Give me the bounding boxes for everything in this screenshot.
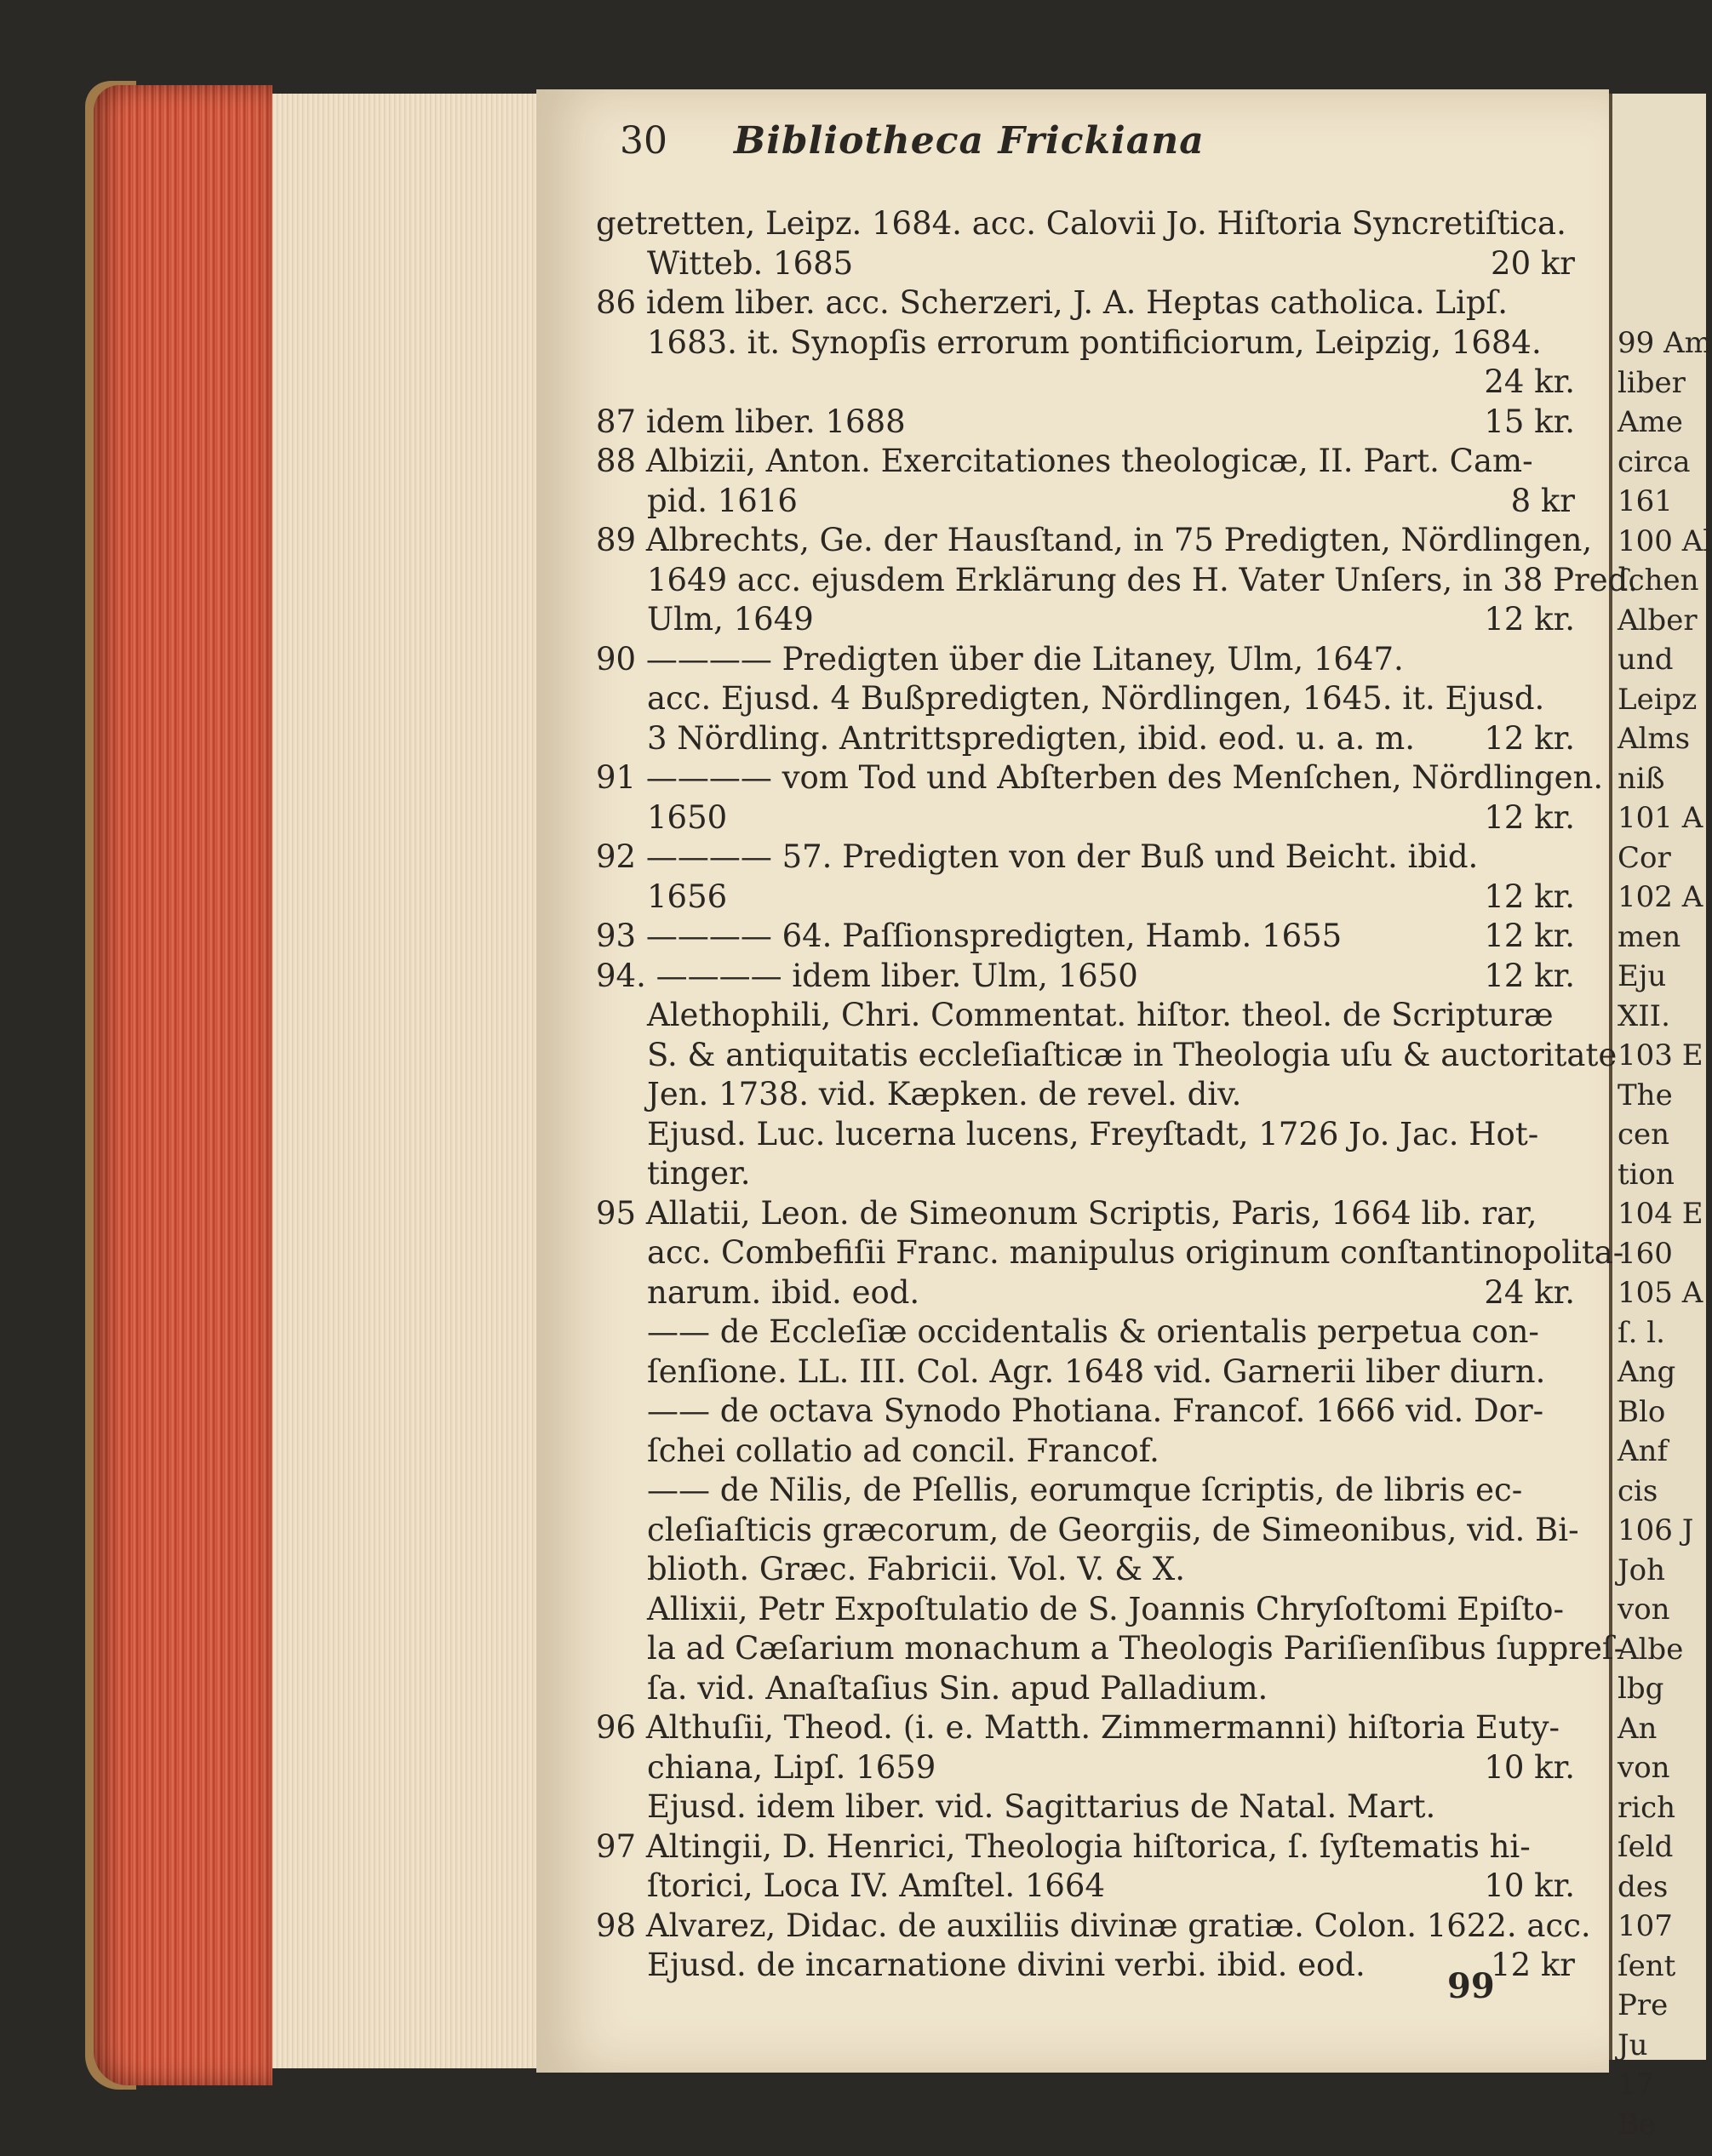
text-line	[596, 996, 1575, 1036]
text-line	[596, 1708, 1575, 1748]
price: 12 kr.	[1484, 798, 1575, 836]
text-line	[596, 679, 1575, 719]
text-line	[596, 363, 1575, 403]
next-page-line: An	[1618, 1711, 1658, 1746]
right-page-fragment	[1609, 94, 1712, 2142]
text-line	[596, 1392, 1575, 1432]
line-text: ſchei collatio ad concil. Francof.	[647, 1432, 1159, 1469]
line-text: 93 ———— 64. Paſſionspredigten, Hamb. 1655	[596, 918, 1343, 954]
line-text: 97 Altingii, D. Henrici, Theologia hiſtorica, ſ. ſyſtematis hi-	[596, 1827, 1531, 1865]
text-line	[596, 640, 1575, 680]
page-body	[596, 204, 1639, 1986]
next-page-line: 101 A	[1618, 801, 1703, 835]
line-text: Jen. 1738. vid. Kæpken. de revel. div.	[647, 1076, 1242, 1112]
line-text: ſtorici, Loca IV. Amſtel. 1664	[647, 1867, 1105, 1904]
next-page-line: ſchen	[1618, 563, 1699, 598]
text-line	[596, 1036, 1618, 1076]
next-page-line: Alms	[1618, 722, 1691, 756]
text-line	[596, 204, 1575, 244]
text-line	[596, 1867, 1575, 1907]
next-page-line: des	[1618, 1869, 1669, 1904]
line-text: 1649 acc. ejusdem Erklärung des H. Vater Unſers, in 38 Pred.	[647, 561, 1639, 598]
next-page-line: 107	[1618, 1909, 1673, 1943]
line-text: 3 Nördling. Antrittspredigten, ibid. eod. u. a. m.	[647, 719, 1416, 757]
text-line	[596, 758, 1604, 798]
next-page-line: ſ. l.	[1618, 1315, 1665, 1350]
line-text: acc. Ejusd. 4 Bußpredigten, Nördlingen, 1645. it. Ejusd.	[647, 680, 1545, 717]
next-page-line: 161	[1618, 484, 1673, 518]
next-page-line: Leipz	[1618, 682, 1698, 717]
next-page-line: liber	[1618, 365, 1686, 400]
line-text: Witteb. 1685	[647, 244, 854, 282]
next-page-line: cen	[1618, 1118, 1670, 1152]
next-page-line: Be	[1618, 2107, 1657, 2142]
next-page-line: 99 Am	[1618, 326, 1712, 360]
line-text: 98 Alvarez, Didac. de auxiliis divinæ gratiæ. Colon. 1622. acc.	[596, 1907, 1591, 1944]
text-line	[596, 798, 1575, 838]
page-stack	[272, 94, 545, 2068]
next-page-line: Anf	[1618, 1434, 1669, 1468]
line-text: 1650	[647, 798, 728, 836]
text-line	[596, 403, 1575, 443]
text-line	[596, 600, 1575, 640]
next-page-line: und	[1618, 643, 1674, 677]
text-line	[596, 1827, 1575, 1867]
line-text: 95 Allatii, Leon. de Simeonum Scriptis, Paris, 1664 lib. rar,	[596, 1194, 1537, 1232]
next-page-line: men	[1618, 919, 1681, 954]
line-text: 88 Albizii, Anton. Exercitationes theologicæ, II. Part. Cam-	[596, 443, 1533, 479]
red-page-edges	[94, 85, 272, 2085]
next-page-line: 104 E	[1618, 1197, 1703, 1231]
line-text: S. & antiquitatis eccleſiaſticæ in Theologia uſu & auctoritate	[647, 1036, 1618, 1073]
text-line	[596, 283, 1575, 323]
line-text: 94. ———— idem liber. Ulm, 1650	[596, 957, 1138, 994]
price: 12 kr.	[1484, 918, 1575, 954]
line-text: 92 ———— 57. Predigten von der Buß und Beicht. ibid.	[596, 838, 1479, 875]
next-page-line: Ang	[1618, 1355, 1676, 1389]
next-page-line: 102 A	[1618, 880, 1703, 914]
text-line	[596, 1075, 1575, 1115]
line-text: cleſiaſticis græcorum, de Georgiis, de Simeonibus, vid. Bi-	[647, 1511, 1579, 1548]
next-page-line: 103 E	[1618, 1038, 1703, 1072]
price: 24 kr.	[1484, 1273, 1575, 1311]
line-text: 96 Althuſii, Theod. (i. e. Matth. Zimmermanni) hiſtoria Euty-	[596, 1709, 1560, 1746]
text-line	[596, 838, 1575, 878]
next-page-line: 17	[1618, 2067, 1655, 2102]
next-page-line: Ame	[1618, 405, 1683, 439]
text-line	[596, 244, 1575, 284]
line-text: 87 idem liber. 1688	[596, 403, 906, 440]
text-line	[596, 1550, 1575, 1590]
line-text: narum. ibid. eod.	[647, 1273, 920, 1311]
line-text: 1656	[647, 878, 728, 915]
price: 12 kr	[1491, 1947, 1575, 1983]
text-line	[596, 1194, 1575, 1234]
price: 10 kr.	[1484, 1748, 1575, 1786]
text-line	[596, 1787, 1575, 1827]
next-page-line: 160	[1618, 1236, 1673, 1271]
text-line	[596, 1748, 1575, 1788]
next-page-line: von	[1618, 1751, 1670, 1785]
next-page-line: Blo	[1618, 1394, 1666, 1429]
line-text: 90 ———— Predigten über die Litaney, Ulm, 1647.	[596, 640, 1404, 678]
text-line	[596, 1471, 1575, 1511]
price: 24 kr.	[1484, 363, 1575, 400]
price: 15 kr.	[1484, 403, 1575, 440]
next-page-line: Albe	[1618, 1632, 1684, 1667]
line-text: blioth. Græc. Fabricii. Vol. V. & X.	[647, 1551, 1185, 1587]
text-line	[596, 917, 1575, 957]
next-page-line: ſent	[1618, 1948, 1676, 1983]
text-line	[596, 482, 1575, 522]
next-page-line: tion	[1618, 1157, 1675, 1192]
next-page-line: 106 J	[1618, 1513, 1694, 1547]
line-text: —— de Eccleſiæ occidentalis & orientalis perpetua con-	[647, 1313, 1539, 1350]
text-line	[596, 1590, 1575, 1630]
next-page-line: 105 A	[1618, 1276, 1703, 1310]
next-page-line: ſeld	[1618, 1830, 1674, 1864]
next-page-line: von	[1618, 1593, 1670, 1627]
page-title: Bibliotheca Frickiana	[734, 119, 1205, 163]
text-line	[596, 1154, 1575, 1194]
next-page-line: The	[1618, 1078, 1673, 1112]
line-text: ſa. vid. Anaſtaſius Sin. apud Palladium.	[647, 1669, 1268, 1707]
line-text: Allixii, Petr Expoſtulatio de S. Joannis Chryſoſtomi Epiſto-	[647, 1590, 1564, 1627]
next-page-line: Alber	[1618, 603, 1698, 638]
text-line	[596, 1629, 1625, 1669]
line-text: chiana, Lipſ. 1659	[647, 1748, 936, 1786]
line-text: tinger.	[647, 1155, 751, 1192]
text-line	[596, 878, 1575, 918]
text-line	[596, 1907, 1591, 1947]
text-line	[596, 442, 1575, 482]
catchword: 99	[1447, 1966, 1495, 2006]
line-text: 1683. it. Synopſis errorum pontificiorum, Leipzig, 1684.	[647, 323, 1542, 361]
line-text: Ulm, 1649	[647, 601, 814, 638]
line-text: Ejusd. de incarnatione divini verbi. ibid. eod.	[647, 1947, 1366, 1983]
line-text: 89 Albrechts, Ge. der Hausſtand, in 75 Predigten, Nördlingen,	[596, 522, 1593, 558]
line-text: la ad Cæſarium monachum a Theologis Pariſienſibus ſuppreſ-	[647, 1630, 1625, 1667]
text-line	[596, 1511, 1579, 1551]
next-page-line: Cor	[1618, 840, 1671, 875]
price: 12 kr.	[1484, 878, 1575, 915]
next-page-line: cis	[1618, 1473, 1658, 1508]
text-line	[596, 323, 1575, 363]
text-line	[596, 1312, 1575, 1353]
text-line	[596, 1946, 1575, 1986]
next-page-line: 100 Al	[1618, 523, 1712, 558]
line-text: Ejusd. idem liber. vid. Sagittarius de Natal. Mart.	[647, 1788, 1436, 1825]
next-page-line: lbg	[1618, 1672, 1664, 1706]
price: 10 kr.	[1484, 1867, 1575, 1904]
text-line	[596, 521, 1593, 561]
line-text: Alethophili, Chri. Commentat. hiſtor. theol. de Scripturæ	[647, 997, 1554, 1033]
price: 12 kr.	[1484, 957, 1575, 994]
next-page-line: circa	[1618, 444, 1691, 479]
line-text: 91 ———— vom Tod und Abſterben des Menſchen, Nördlingen.	[596, 759, 1604, 796]
line-text: 86 idem liber. acc. Scherzeri, J. A. Heptas catholica. Lipſ.	[596, 284, 1508, 321]
text-line	[596, 957, 1575, 997]
price: 12 kr.	[1484, 601, 1575, 638]
next-page-line: Eju	[1618, 959, 1667, 993]
text-line	[596, 1273, 1575, 1313]
price: 12 kr.	[1484, 719, 1575, 757]
line-text: getretten, Leipz. 1684. acc. Calovii Jo. Hiſtoria Syncretiſtica.	[596, 205, 1566, 242]
next-page-line: Pre	[1618, 1988, 1669, 2022]
next-page-line: niß	[1618, 761, 1665, 796]
text-line	[596, 561, 1639, 601]
next-page-line: Ju	[1618, 2027, 1648, 2062]
line-text: acc. Combefiſii Franc. manipulus originum conſtantinopolita-	[647, 1234, 1624, 1271]
text-line	[596, 719, 1575, 759]
price: 8 kr	[1510, 482, 1575, 519]
text-line	[596, 1115, 1575, 1155]
next-page-line: XII.	[1618, 998, 1670, 1033]
text-line	[596, 1432, 1575, 1472]
line-text: ſenſione. LL. III. Col. Agr. 1648 vid. Garnerii liber diurn.	[647, 1353, 1546, 1390]
next-page-line: rich	[1618, 1790, 1676, 1825]
running-head	[620, 119, 1205, 163]
line-text: Ejusd. Luc. lucerna lucens, Freyſtadt, 1726 Jo. Jac. Hot-	[647, 1115, 1539, 1152]
text-line	[596, 1233, 1624, 1273]
text-line	[596, 1669, 1575, 1709]
line-text: —— de octava Synodo Photiana. Francof. 1666 vid. Dor-	[647, 1393, 1544, 1429]
price: 20 kr	[1491, 244, 1575, 282]
page-number: 30	[620, 119, 667, 163]
text-line	[596, 1353, 1575, 1393]
line-text: pid. 1616	[647, 482, 798, 519]
line-text: —— de Nilis, de Pſellis, eorumque ſcriptis, de libris ec-	[647, 1472, 1523, 1508]
next-page-line: Joh	[1618, 1553, 1665, 1587]
